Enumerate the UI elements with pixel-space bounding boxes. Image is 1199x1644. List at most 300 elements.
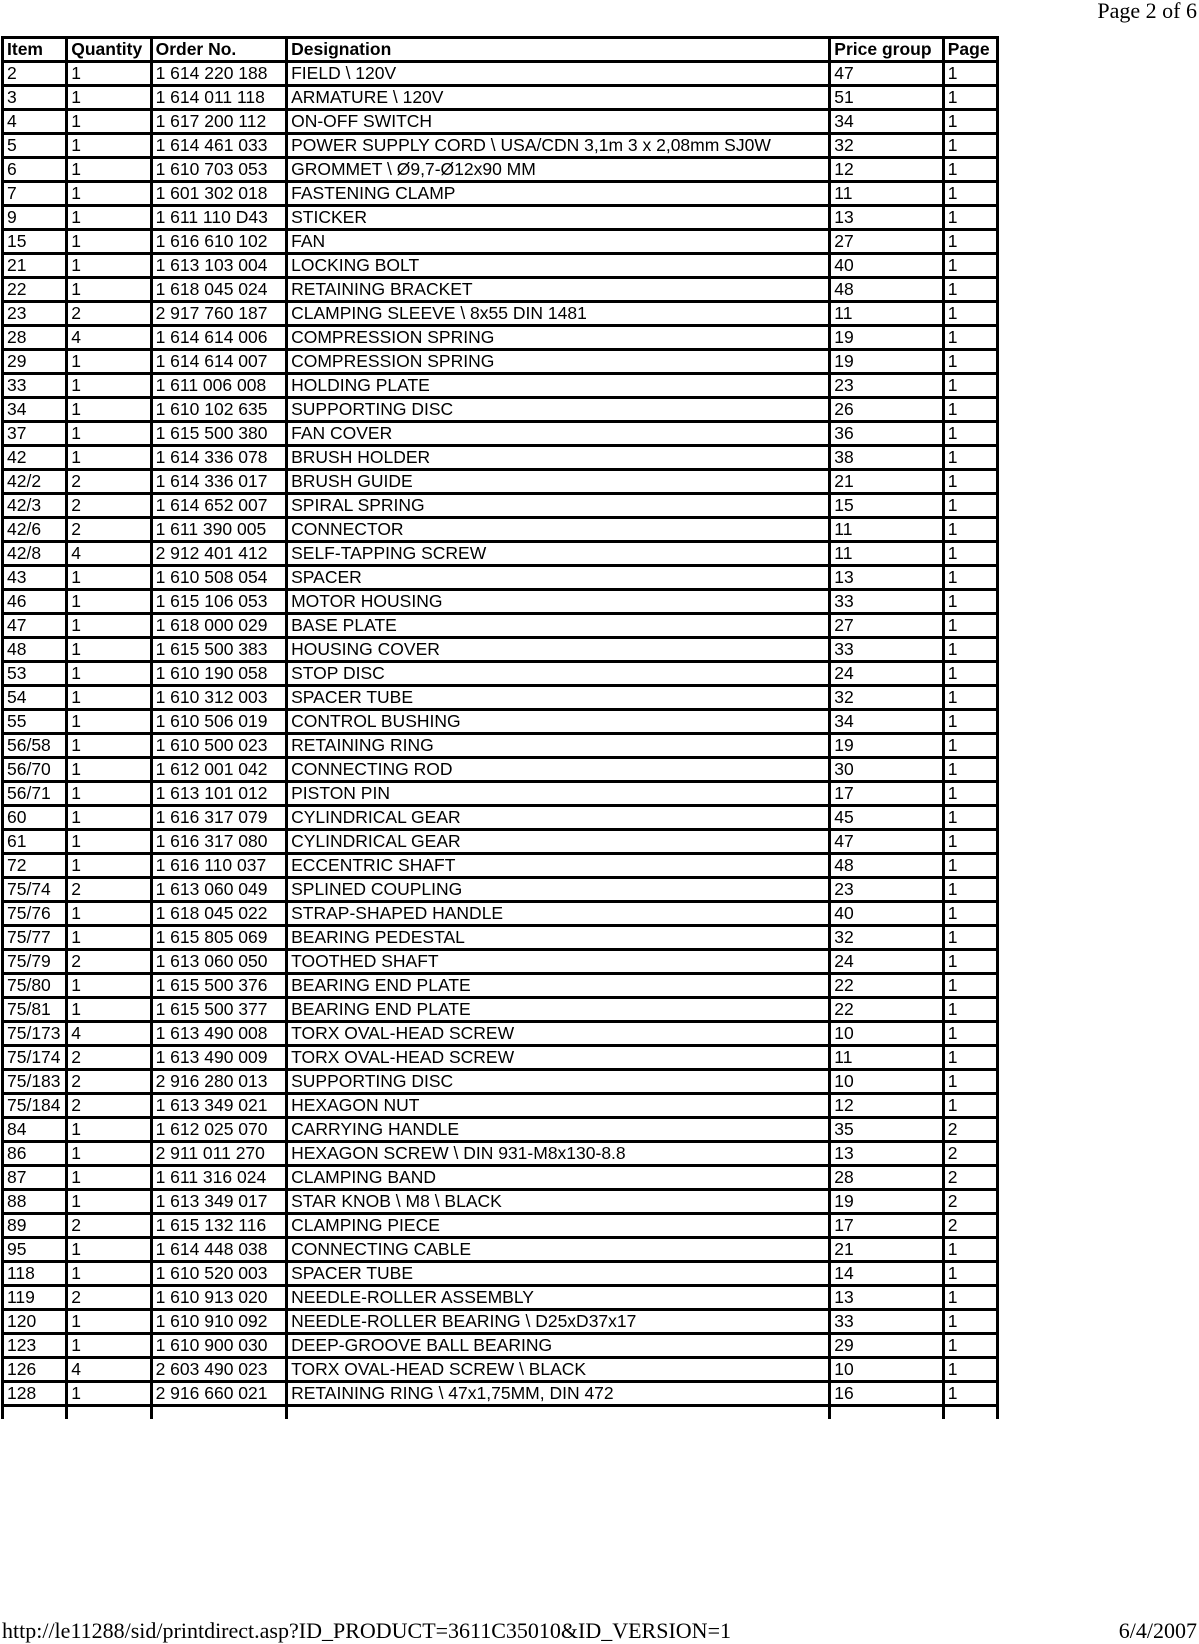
cell-order-no: 1 617 200 112 xyxy=(151,110,287,134)
cell-price-group: 36 xyxy=(830,422,943,446)
cell-order-no: 1 613 349 021 xyxy=(151,1094,287,1118)
cell-page: 1 xyxy=(943,86,997,110)
cell-quantity: 4 xyxy=(67,326,151,350)
cell-price-group: 45 xyxy=(830,806,943,830)
cell-quantity: 2 xyxy=(67,302,151,326)
cell-designation: RETAINING BRACKET xyxy=(287,278,830,302)
cell-price-group: 33 xyxy=(830,638,943,662)
cell-quantity: 2 xyxy=(67,950,151,974)
cell-page: 1 xyxy=(943,590,997,614)
cell-page: 1 xyxy=(943,1094,997,1118)
cell-price-group: 19 xyxy=(830,326,943,350)
cell-designation: CONTROL BUSHING xyxy=(287,710,830,734)
cell-page: 1 xyxy=(943,974,997,998)
cell-designation: COMPRESSION SPRING xyxy=(287,326,830,350)
cell-page: 1 xyxy=(943,182,997,206)
cell-order-no: 1 618 045 024 xyxy=(151,278,287,302)
cell-designation: CLAMPING PIECE xyxy=(287,1214,830,1238)
cell-quantity: 4 xyxy=(67,542,151,566)
cell-page: 2 xyxy=(943,1166,997,1190)
cell-order-no: 1 610 508 054 xyxy=(151,566,287,590)
cell-order-no: 2 917 760 187 xyxy=(151,302,287,326)
cell-designation: SPIRAL SPRING xyxy=(287,494,830,518)
cell-quantity: 2 xyxy=(67,1070,151,1094)
cell-item: 89 xyxy=(3,1214,67,1238)
cell-designation: SUPPORTING DISC xyxy=(287,1070,830,1094)
cell-order-no: 1 610 102 635 xyxy=(151,398,287,422)
empty-cell xyxy=(287,1406,830,1420)
cell-quantity: 1 xyxy=(67,782,151,806)
cell-item: 126 xyxy=(3,1358,67,1382)
cell-page: 1 xyxy=(943,1334,997,1358)
cell-quantity: 1 xyxy=(67,566,151,590)
cell-order-no: 1 610 900 030 xyxy=(151,1334,287,1358)
cell-quantity: 2 xyxy=(67,1286,151,1310)
empty-cell xyxy=(151,1406,287,1420)
table-row xyxy=(3,758,998,782)
cell-price-group: 21 xyxy=(830,470,943,494)
table-row xyxy=(3,710,998,734)
cell-order-no: 1 610 190 058 xyxy=(151,662,287,686)
cell-page: 1 xyxy=(943,446,997,470)
cell-quantity: 1 xyxy=(67,590,151,614)
cell-item: 61 xyxy=(3,830,67,854)
cell-designation: CARRYING HANDLE xyxy=(287,1118,830,1142)
table-row xyxy=(3,494,998,518)
table-row xyxy=(3,1190,998,1214)
cell-price-group: 40 xyxy=(830,254,943,278)
table-row xyxy=(3,782,998,806)
cell-item: 21 xyxy=(3,254,67,278)
cell-item: 23 xyxy=(3,302,67,326)
cell-item: 118 xyxy=(3,1262,67,1286)
cell-designation: BRUSH GUIDE xyxy=(287,470,830,494)
cell-designation: BEARING END PLATE xyxy=(287,998,830,1022)
cell-quantity: 1 xyxy=(67,134,151,158)
cell-item: 75/81 xyxy=(3,998,67,1022)
cell-designation: NEEDLE-ROLLER ASSEMBLY xyxy=(287,1286,830,1310)
table-row xyxy=(3,326,998,350)
table-row xyxy=(3,1070,998,1094)
cell-quantity: 1 xyxy=(67,1142,151,1166)
cell-price-group: 32 xyxy=(830,686,943,710)
cell-order-no: 1 610 913 020 xyxy=(151,1286,287,1310)
table-row xyxy=(3,1334,998,1358)
table-row xyxy=(3,422,998,446)
cell-order-no: 1 610 312 003 xyxy=(151,686,287,710)
cell-page: 1 xyxy=(943,518,997,542)
cell-page: 1 xyxy=(943,566,997,590)
cell-designation: STOP DISC xyxy=(287,662,830,686)
cell-price-group: 21 xyxy=(830,1238,943,1262)
cell-quantity: 1 xyxy=(67,86,151,110)
parts-table xyxy=(1,36,999,1419)
cell-order-no: 1 610 500 023 xyxy=(151,734,287,758)
cell-price-group: 34 xyxy=(830,110,943,134)
table-row xyxy=(3,974,998,998)
table-row xyxy=(3,1382,998,1406)
cell-order-no: 1 614 614 006 xyxy=(151,326,287,350)
cell-page: 1 xyxy=(943,1382,997,1406)
cell-item: 29 xyxy=(3,350,67,374)
cell-order-no: 1 614 461 033 xyxy=(151,134,287,158)
cell-quantity: 1 xyxy=(67,446,151,470)
cell-page: 2 xyxy=(943,1142,997,1166)
cell-order-no: 1 614 652 007 xyxy=(151,494,287,518)
cell-price-group: 32 xyxy=(830,926,943,950)
cell-quantity: 1 xyxy=(67,662,151,686)
cell-item: 128 xyxy=(3,1382,67,1406)
cell-price-group: 27 xyxy=(830,614,943,638)
cell-item: 47 xyxy=(3,614,67,638)
cell-quantity: 1 xyxy=(67,374,151,398)
cell-designation: CYLINDRICAL GEAR xyxy=(287,830,830,854)
cell-designation: HOLDING PLATE xyxy=(287,374,830,398)
cell-price-group: 33 xyxy=(830,1310,943,1334)
cell-price-group: 11 xyxy=(830,518,943,542)
cell-item: 86 xyxy=(3,1142,67,1166)
cell-order-no: 1 615 106 053 xyxy=(151,590,287,614)
cell-page: 1 xyxy=(943,878,997,902)
cell-page: 1 xyxy=(943,998,997,1022)
cell-price-group: 29 xyxy=(830,1334,943,1358)
column-header-quantity: Quantity xyxy=(67,38,151,62)
cell-designation: STICKER xyxy=(287,206,830,230)
cell-item: 56/70 xyxy=(3,758,67,782)
cell-quantity: 1 xyxy=(67,1334,151,1358)
cell-designation: STAR KNOB \ M8 \ BLACK xyxy=(287,1190,830,1214)
cell-quantity: 1 xyxy=(67,734,151,758)
cell-quantity: 1 xyxy=(67,350,151,374)
cell-quantity: 1 xyxy=(67,758,151,782)
table-row xyxy=(3,62,998,86)
cell-price-group: 27 xyxy=(830,230,943,254)
cell-page: 1 xyxy=(943,710,997,734)
cell-price-group: 34 xyxy=(830,710,943,734)
cell-item: 75/80 xyxy=(3,974,67,998)
cell-page: 1 xyxy=(943,854,997,878)
cell-designation: FASTENING CLAMP xyxy=(287,182,830,206)
cell-page: 1 xyxy=(943,1310,997,1334)
cell-page: 1 xyxy=(943,62,997,86)
table-row xyxy=(3,614,998,638)
cell-quantity: 4 xyxy=(67,1358,151,1382)
table-row xyxy=(3,86,998,110)
cell-order-no: 1 616 110 037 xyxy=(151,854,287,878)
cell-order-no: 1 610 520 003 xyxy=(151,1262,287,1286)
page-number: Page 2 of 6 xyxy=(1097,0,1197,23)
cell-designation: SPLINED COUPLING xyxy=(287,878,830,902)
cell-order-no: 2 603 490 023 xyxy=(151,1358,287,1382)
table-row xyxy=(3,1238,998,1262)
cell-order-no: 1 613 490 009 xyxy=(151,1046,287,1070)
table-row xyxy=(3,350,998,374)
cell-page: 1 xyxy=(943,734,997,758)
cell-designation: ON-OFF SWITCH xyxy=(287,110,830,134)
cell-designation: TORX OVAL-HEAD SCREW \ BLACK xyxy=(287,1358,830,1382)
cell-item: 53 xyxy=(3,662,67,686)
cell-quantity: 2 xyxy=(67,1046,151,1070)
cell-order-no: 1 616 610 102 xyxy=(151,230,287,254)
cell-quantity: 1 xyxy=(67,710,151,734)
cell-item: 42/3 xyxy=(3,494,67,518)
cell-quantity: 2 xyxy=(67,1214,151,1238)
cell-order-no: 1 615 500 383 xyxy=(151,638,287,662)
cell-price-group: 38 xyxy=(830,446,943,470)
cell-item: 95 xyxy=(3,1238,67,1262)
cell-quantity: 2 xyxy=(67,878,151,902)
cell-page: 1 xyxy=(943,350,997,374)
cell-order-no: 1 613 060 050 xyxy=(151,950,287,974)
cell-designation: BEARING PEDESTAL xyxy=(287,926,830,950)
cell-order-no: 1 615 500 380 xyxy=(151,422,287,446)
cell-item: 15 xyxy=(3,230,67,254)
cell-price-group: 47 xyxy=(830,62,943,86)
cell-order-no: 1 618 045 022 xyxy=(151,902,287,926)
cell-price-group: 22 xyxy=(830,998,943,1022)
cell-page: 1 xyxy=(943,326,997,350)
cell-quantity: 1 xyxy=(67,206,151,230)
cell-order-no: 2 911 011 270 xyxy=(151,1142,287,1166)
cell-quantity: 1 xyxy=(67,278,151,302)
cell-order-no: 1 615 500 376 xyxy=(151,974,287,998)
table-row xyxy=(3,182,998,206)
cell-designation: SPACER TUBE xyxy=(287,686,830,710)
cell-price-group: 11 xyxy=(830,1046,943,1070)
cell-page: 1 xyxy=(943,686,997,710)
cell-page: 1 xyxy=(943,158,997,182)
cell-designation: HEXAGON SCREW \ DIN 931-M8x130-8.8 xyxy=(287,1142,830,1166)
cell-item: 75/76 xyxy=(3,902,67,926)
cell-page: 1 xyxy=(943,950,997,974)
cell-quantity: 2 xyxy=(67,1094,151,1118)
table-row xyxy=(3,566,998,590)
cell-quantity: 2 xyxy=(67,518,151,542)
cell-designation: STRAP-SHAPED HANDLE xyxy=(287,902,830,926)
cell-item: 56/58 xyxy=(3,734,67,758)
cell-item: 42/6 xyxy=(3,518,67,542)
cell-item: 84 xyxy=(3,1118,67,1142)
cell-page: 1 xyxy=(943,830,997,854)
cell-price-group: 47 xyxy=(830,830,943,854)
cell-order-no: 1 614 336 017 xyxy=(151,470,287,494)
cell-price-group: 19 xyxy=(830,1190,943,1214)
cell-order-no: 1 612 001 042 xyxy=(151,758,287,782)
cell-order-no: 1 601 302 018 xyxy=(151,182,287,206)
cell-price-group: 48 xyxy=(830,854,943,878)
cell-order-no: 1 611 390 005 xyxy=(151,518,287,542)
cell-item: 48 xyxy=(3,638,67,662)
cell-designation: RETAINING RING \ 47x1,75MM, DIN 472 xyxy=(287,1382,830,1406)
cell-order-no: 1 613 103 004 xyxy=(151,254,287,278)
column-header-item: Item xyxy=(3,38,67,62)
cell-page: 1 xyxy=(943,1262,997,1286)
cell-designation: ECCENTRIC SHAFT xyxy=(287,854,830,878)
cell-item: 34 xyxy=(3,398,67,422)
cell-designation: FAN COVER xyxy=(287,422,830,446)
cell-order-no: 2 916 660 021 xyxy=(151,1382,287,1406)
cell-price-group: 13 xyxy=(830,1286,943,1310)
cell-item: 46 xyxy=(3,590,67,614)
table-row xyxy=(3,926,998,950)
table-row xyxy=(3,1166,998,1190)
table-row xyxy=(3,446,998,470)
cell-quantity: 1 xyxy=(67,1238,151,1262)
cell-order-no: 1 614 336 078 xyxy=(151,446,287,470)
table-body xyxy=(3,62,998,1420)
cell-quantity: 1 xyxy=(67,806,151,830)
cell-price-group: 51 xyxy=(830,86,943,110)
table-row xyxy=(3,158,998,182)
table-row xyxy=(3,1358,998,1382)
cell-designation: POWER SUPPLY CORD \ USA/CDN 3,1m 3 x 2,08mm SJ0W xyxy=(287,134,830,158)
cell-designation: CLAMPING BAND xyxy=(287,1166,830,1190)
table-row xyxy=(3,518,998,542)
table-row xyxy=(3,542,998,566)
cell-order-no: 1 610 910 092 xyxy=(151,1310,287,1334)
table-row xyxy=(3,254,998,278)
table-row xyxy=(3,902,998,926)
cell-page: 1 xyxy=(943,134,997,158)
cell-quantity: 1 xyxy=(67,638,151,662)
cell-item: 75/79 xyxy=(3,950,67,974)
table-row xyxy=(3,1214,998,1238)
cell-item: 56/71 xyxy=(3,782,67,806)
empty-cell xyxy=(830,1406,943,1420)
cell-item: 75/174 xyxy=(3,1046,67,1070)
cell-price-group: 28 xyxy=(830,1166,943,1190)
cell-item: 120 xyxy=(3,1310,67,1334)
table-row xyxy=(3,1022,998,1046)
table-header-row xyxy=(3,38,998,62)
table-row xyxy=(3,734,998,758)
cell-order-no: 1 615 805 069 xyxy=(151,926,287,950)
cell-page: 1 xyxy=(943,662,997,686)
cell-price-group: 11 xyxy=(830,302,943,326)
cell-price-group: 10 xyxy=(830,1070,943,1094)
cell-page: 1 xyxy=(943,398,997,422)
cell-item: 43 xyxy=(3,566,67,590)
table-row xyxy=(3,590,998,614)
cell-order-no: 1 611 006 008 xyxy=(151,374,287,398)
cell-item: 119 xyxy=(3,1286,67,1310)
cell-designation: BRUSH HOLDER xyxy=(287,446,830,470)
cell-price-group: 17 xyxy=(830,782,943,806)
cell-page: 1 xyxy=(943,1238,997,1262)
cell-item: 88 xyxy=(3,1190,67,1214)
cell-price-group: 13 xyxy=(830,1142,943,1166)
cell-price-group: 13 xyxy=(830,206,943,230)
cell-order-no: 1 614 448 038 xyxy=(151,1238,287,1262)
footer-url: http://le11288/sid/printdirect.asp?ID_PRODUCT=3611C35010&ID_VERSION=1 xyxy=(2,1618,731,1643)
cell-page: 1 xyxy=(943,758,997,782)
cell-price-group: 30 xyxy=(830,758,943,782)
cell-item: 75/173 xyxy=(3,1022,67,1046)
cell-price-group: 10 xyxy=(830,1022,943,1046)
cell-order-no: 1 610 506 019 xyxy=(151,710,287,734)
cell-page: 1 xyxy=(943,422,997,446)
column-header-order-no: Order No. xyxy=(151,38,287,62)
cell-item: 123 xyxy=(3,1334,67,1358)
cell-price-group: 23 xyxy=(830,374,943,398)
cell-designation: NEEDLE-ROLLER BEARING \ D25xD37x17 xyxy=(287,1310,830,1334)
cell-item: 42/2 xyxy=(3,470,67,494)
cell-page: 2 xyxy=(943,1190,997,1214)
table-row xyxy=(3,374,998,398)
cell-designation: CONNECTING CABLE xyxy=(287,1238,830,1262)
cell-designation: SUPPORTING DISC xyxy=(287,398,830,422)
cell-designation: MOTOR HOUSING xyxy=(287,590,830,614)
cell-order-no: 1 610 703 053 xyxy=(151,158,287,182)
table-row xyxy=(3,1118,998,1142)
cell-item: 54 xyxy=(3,686,67,710)
footer-date: 6/4/2007 xyxy=(1118,1618,1197,1643)
table-row xyxy=(3,206,998,230)
cell-price-group: 33 xyxy=(830,590,943,614)
cell-quantity: 4 xyxy=(67,1022,151,1046)
cell-page: 1 xyxy=(943,110,997,134)
cell-quantity: 1 xyxy=(67,398,151,422)
cell-item: 33 xyxy=(3,374,67,398)
table-row xyxy=(3,830,998,854)
cell-item: 22 xyxy=(3,278,67,302)
empty-cell xyxy=(3,1406,67,1420)
cell-order-no: 1 616 317 080 xyxy=(151,830,287,854)
cell-order-no: 1 613 060 049 xyxy=(151,878,287,902)
cell-price-group: 23 xyxy=(830,878,943,902)
table-row xyxy=(3,1094,998,1118)
cell-page: 1 xyxy=(943,1046,997,1070)
cell-page: 1 xyxy=(943,1022,997,1046)
cell-page: 2 xyxy=(943,1214,997,1238)
cell-order-no: 1 615 132 116 xyxy=(151,1214,287,1238)
cell-page: 1 xyxy=(943,1286,997,1310)
cell-quantity: 1 xyxy=(67,1382,151,1406)
table-row-continuation xyxy=(3,1406,998,1420)
cell-quantity: 1 xyxy=(67,62,151,86)
cell-price-group: 24 xyxy=(830,950,943,974)
cell-order-no: 1 615 500 377 xyxy=(151,998,287,1022)
cell-designation: HEXAGON NUT xyxy=(287,1094,830,1118)
cell-order-no: 1 613 490 008 xyxy=(151,1022,287,1046)
cell-item: 28 xyxy=(3,326,67,350)
cell-designation: CYLINDRICAL GEAR xyxy=(287,806,830,830)
column-header-page: Page xyxy=(943,38,997,62)
cell-order-no: 2 916 280 013 xyxy=(151,1070,287,1094)
column-header-designation: Designation xyxy=(287,38,830,62)
cell-designation: DEEP-GROOVE BALL BEARING xyxy=(287,1334,830,1358)
cell-price-group: 15 xyxy=(830,494,943,518)
cell-item: 9 xyxy=(3,206,67,230)
table-row xyxy=(3,854,998,878)
table-row xyxy=(3,686,998,710)
cell-quantity: 1 xyxy=(67,926,151,950)
cell-item: 87 xyxy=(3,1166,67,1190)
cell-quantity: 1 xyxy=(67,614,151,638)
cell-item: 5 xyxy=(3,134,67,158)
cell-order-no: 1 614 011 118 xyxy=(151,86,287,110)
cell-page: 1 xyxy=(943,638,997,662)
cell-page: 1 xyxy=(943,614,997,638)
table-row xyxy=(3,134,998,158)
cell-price-group: 17 xyxy=(830,1214,943,1238)
cell-quantity: 2 xyxy=(67,470,151,494)
table-row xyxy=(3,998,998,1022)
table-row xyxy=(3,806,998,830)
cell-order-no: 1 612 025 070 xyxy=(151,1118,287,1142)
cell-price-group: 12 xyxy=(830,158,943,182)
cell-quantity: 1 xyxy=(67,422,151,446)
